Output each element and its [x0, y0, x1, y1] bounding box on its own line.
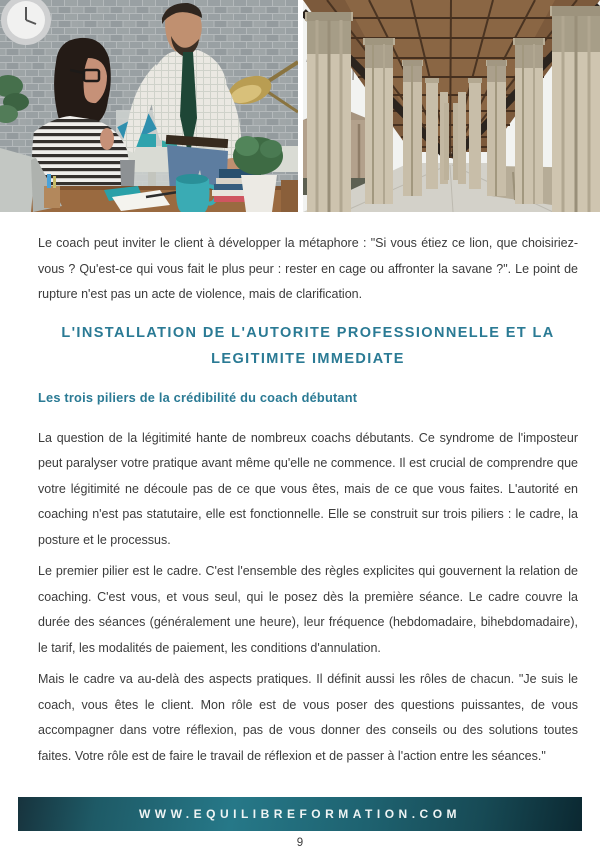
page-number: 9 — [296, 837, 304, 849]
section-heading: L'INSTALLATION DE L'AUTORITE PROFESSIONNELLE ET LA LEGITIMITE IMMEDIATE — [61, 324, 555, 367]
paragraph-roles: Mais le cadre va au-delà des aspects pratiques. Il définit aussi les rôles de chacun. "Je suis le coach, vous êtes le client. Mon rôle est de vous poser des questions puissantes, de vous accompagner dans votre réflexion, pas de vous donner des conseils ou des solutions toutes faites. Votre rôle est de faire le travail de réflexion et de passer à l'action entre les séances." — [38, 672, 578, 763]
footer-banner — [18, 797, 582, 831]
page-body — [0, 212, 600, 769]
paragraph-metaphor: Le coach peut inviter le client à développer la métaphore : "Si vous étiez ce lion, que choisiriez-vous ? Qu'est-ce qui vous fait le plus peur : rester en cage ou affronter la savane ?". Le point de rupture n'est pas un acte de violence, mais de clarification. — [38, 236, 578, 301]
office-coaching-photo — [0, 0, 298, 212]
website-url: WWW.EQUILIBREFORMATION.COM — [138, 807, 462, 821]
colonnade-photo — [303, 0, 600, 212]
subsection-heading: Les trois piliers de la crédibilité du coach débutant — [38, 389, 358, 405]
paragraph-legitimacy: La question de la légitimité hante de nombreux coachs débutants. Ce syndrome de l'imposteur peut paralyser votre pratique avant même qu'elle ne commence. Il est crucial de comprendre que votre légitimité ne découle pas de ce que vous êtes, mais de ce que vous faites. L'autorité en coaching n'est pas statutaire, elle est fonctionnelle. Elle se construit sur trois piliers : le cadre, la posture et le processus. — [38, 430, 578, 547]
photo-row — [0, 0, 600, 212]
paragraph-first-pillar: Le premier pilier est le cadre. C'est l'ensemble des règles explicites qui gouvernent la relation de coaching. C'est vous, et vous seul, qui le posez dès la première séance. Le cadre couvre la durée des séances (généralement une heure), leur fréquence (hebdomadaire, bihebdomadaire), le tarif, les modalités de paiement, les conditions d'annulation. — [38, 564, 578, 655]
